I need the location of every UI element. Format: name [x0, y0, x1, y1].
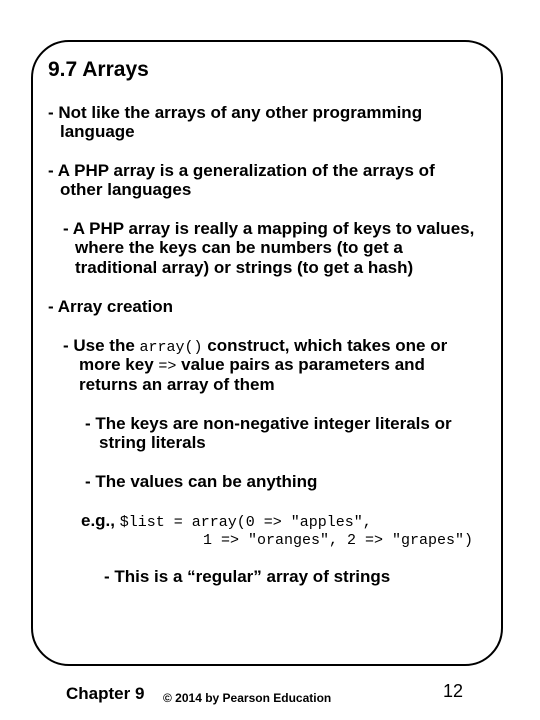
footer-chapter: Chapter 9 — [66, 684, 145, 703]
arrow-operator-code: => — [158, 358, 177, 375]
bullet-5-line-3: returns an array of them — [79, 375, 275, 394]
example-label: e.g., — [81, 511, 120, 530]
bullet-1-line-1: - Not like the arrays of any other programming — [48, 103, 423, 122]
bullet-5-pre: - Use the — [63, 336, 140, 355]
bullet-4: - Array creation — [48, 297, 174, 316]
bullet-6-line-1: - The keys are non-negative integer literals or — [85, 414, 452, 433]
example-code-line-1: $list = array(0 => "apples", — [119, 514, 372, 531]
bullet-3-line-2: where the keys can be numbers (to get a — [75, 238, 403, 257]
bullet-1-line-2: language — [60, 122, 135, 141]
bullet-5-line-2 — [79, 355, 425, 377]
bullet-5-post: construct, which takes one or — [202, 336, 448, 355]
example-code-line-2: 1 => "oranges", 2 => "grapes") — [203, 532, 474, 549]
footer-copyright: © 2014 by Pearson Education — [163, 691, 332, 705]
bullet-8: - This is a “regular” array of strings — [104, 567, 391, 586]
bullet-2-line-2: other languages — [60, 180, 192, 199]
bullet-2-line-1: - A PHP array is a generalization of the arrays of — [48, 161, 435, 180]
bullet-5-l2-post: value pairs as parameters and — [176, 355, 425, 374]
bullet-7: - The values can be anything — [85, 472, 318, 491]
example-line-1 — [81, 511, 372, 533]
array-construct-code: array() — [139, 339, 203, 356]
bullet-6-line-2: string literals — [99, 433, 206, 452]
bullet-3-line-1: - A PHP array is really a mapping of keys to values, — [63, 219, 475, 238]
bullet-3-line-3: traditional array) or strings (to get a hash) — [75, 258, 414, 277]
bullet-5-l2-pre: more key — [79, 355, 159, 374]
footer-page-number: 12 — [443, 681, 464, 701]
slide-title: 9.7 Arrays — [48, 58, 149, 81]
